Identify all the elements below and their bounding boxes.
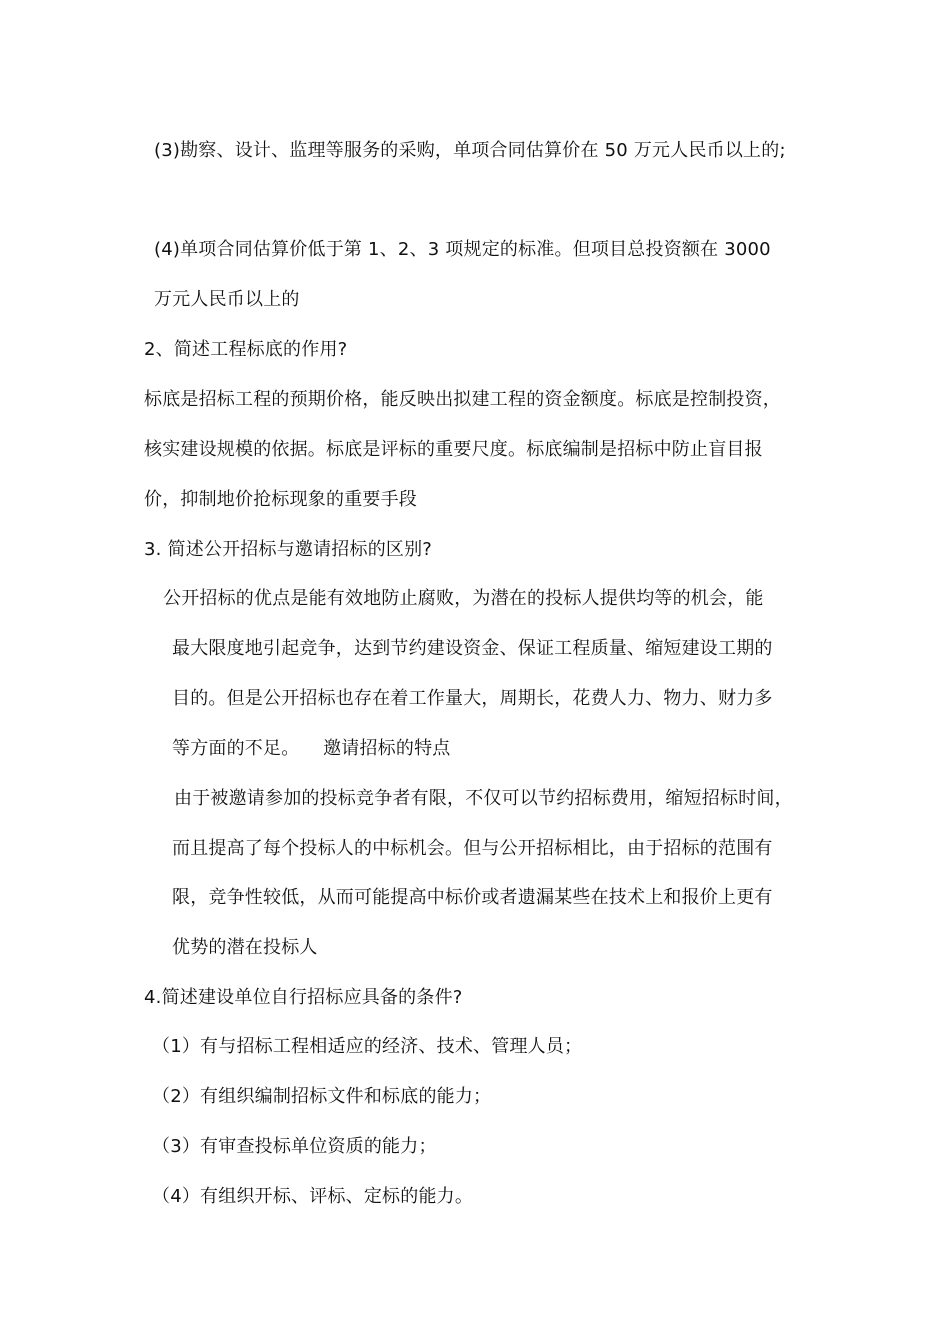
question-3-title: 3. 简述公开招标与邀请招标的区别? (144, 539, 433, 560)
criterion-item-3: (3)勘察、设计、监理等服务的采购，单项合同估算价在 50 万元人民币以上的; (154, 140, 786, 161)
condition-item-1: （1）有与招标工程相适应的经济、技术、管理人员； (152, 1036, 583, 1057)
answer-3-open-line-3: 目的。但是公开招标也存在着工作量大，周期长，花费人力、物力、财力多 (172, 688, 773, 709)
answer-2-line-2: 核实建设规模的依据。标底是评标的重要尺度。标底编制是招标中防止盲目报 (144, 439, 763, 460)
question-2-title: 2、简述工程标底的作用? (144, 339, 348, 360)
answer-3-invite-line-2: 而且提高了每个投标人的中标机会。但与公开招标相比，由于招标的范围有 (172, 838, 773, 859)
answer-3-open-line-4: 等方面的不足。 邀请招标的特点 (172, 738, 451, 759)
answer-3-open-line-2: 最大限度地引起竞争，达到节约建设资金、保证工程质量、缩短建设工期的 (172, 638, 773, 659)
answer-2-line-1: 标底是招标工程的预期价格，能反映出拟建工程的资金额度。标底是控制投资， (144, 389, 781, 410)
condition-item-4: （4）有组织开标、评标、定标的能力。 (152, 1186, 474, 1207)
criterion-item-4-line-1: (4)单项合同估算价低于第 1、2、3 项规定的标准。但项目总投资额在 3000 (154, 239, 771, 260)
answer-3-invite-line-1: 由于被邀请参加的投标竞争者有限，不仅可以节约招标费用，缩短招标时间， (174, 788, 793, 809)
question-4-title: 4.简述建设单位自行招标应具备的条件? (144, 987, 463, 1008)
condition-item-2: （2）有组织编制招标文件和标底的能力； (152, 1086, 492, 1107)
answer-3-invite-line-3: 限，竞争性较低，从而可能提高中标价或者遗漏某些在技术上和报价上更有 (172, 887, 773, 908)
criterion-item-4-line-2: 万元人民币以上的 (154, 289, 300, 310)
condition-item-3: （3）有审查投标单位资质的能力； (152, 1136, 437, 1157)
answer-3-open-line-1: 公开招标的优点是能有效地防止腐败，为潜在的投标人提供均等的机会，能 (163, 588, 764, 609)
answer-2-line-3: 价，抑制地价抢标现象的重要手段 (144, 489, 417, 510)
answer-3-invite-line-4: 优势的潜在投标人 (172, 937, 318, 958)
